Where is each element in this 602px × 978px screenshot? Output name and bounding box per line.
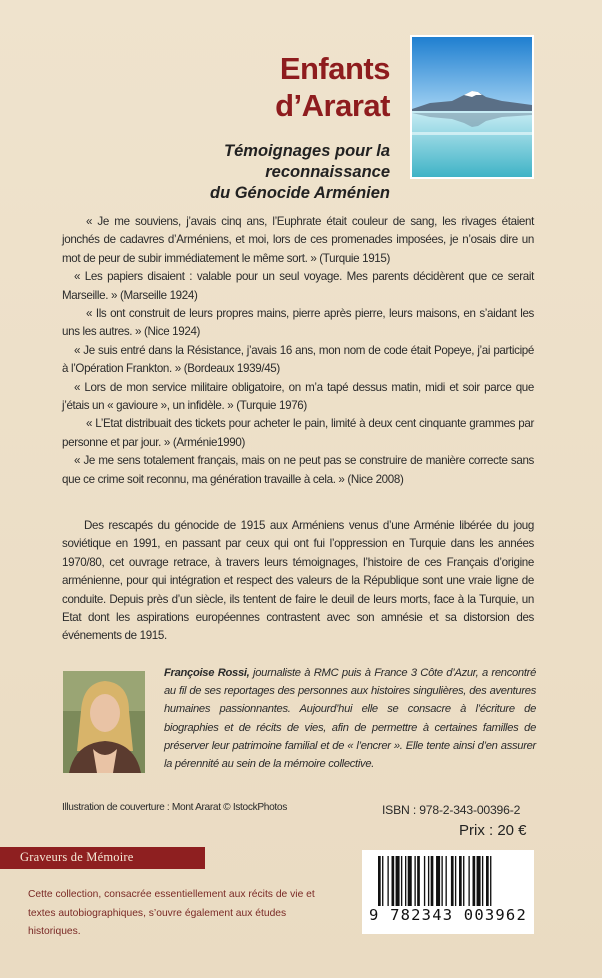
author-portrait (63, 671, 145, 773)
cover-illustration-credit: Illustration de couverture : Mont Ararat © IstockPhotos (62, 802, 287, 813)
quote-6: « L’Etat distribuait des tickets pour acheter le pain, limité à deux cent cinquante grammes par personne et par jour. » (Arménie1990) (62, 417, 534, 449)
barcode-bar (405, 856, 406, 906)
barcode-bar (378, 856, 381, 906)
quote-5: « Lors de mon service militaire obligatoire, on m’a tapé dessus matin, midi et soir parce que j’étais un « gavioure », un infidèle. » (Turquie 1976) (62, 380, 534, 413)
barcode-bar (446, 856, 447, 906)
testimony-quotes (62, 213, 534, 489)
book-subtitle-line1: Témoignages pour la reconnaissance (224, 142, 390, 181)
barcode-bar (455, 856, 456, 906)
author-bio-text: journaliste à RMC puis à France 3 Côte d’Azur, a rencontré au fil de ses reportages des personnes aux histoires singulières, des aventures humaines passionnantes. Aujourd’hui elle se consacre à l’écriture de biographies et de récits de vies, afin de permettre à certaines familles de préserver leur patrimoine familial et de « l’encrer ». Elle tente ainsi d’en assurer la pérennité au sein de la mémoire collective. (164, 667, 536, 771)
author-bio (164, 664, 536, 773)
barcode-bar (414, 856, 415, 906)
barcode-bar (408, 856, 412, 906)
barcode-bar (392, 856, 395, 906)
barcode-bar (382, 856, 383, 906)
barcode-bar (459, 856, 462, 906)
barcode-bar (436, 856, 440, 906)
barcode-bar (477, 856, 481, 906)
book-title-line2: d’Ararat (275, 88, 390, 123)
barcode-bar (431, 856, 434, 906)
book-title-line1: Enfants (279, 51, 390, 86)
barcode-bars (362, 850, 534, 910)
book-subtitle (100, 141, 390, 204)
isbn: ISBN : 978-2-343-00396-2 (382, 803, 521, 817)
barcode-bar (490, 856, 491, 906)
barcode-bar (451, 856, 454, 906)
quote-2: « Les papiers disaient : valable pour un seul voyage. Mes parents décidèrent que ce serait Marseille. » (Marseille 1924) (62, 270, 534, 302)
author-name: Françoise Rossi, (164, 667, 250, 679)
barcode-bar (428, 856, 429, 906)
quote-1: « Je me souviens, j’avais cinq ans, l’Euphrate était couleur de sang, les rivages étaient jonchés de cadavres d’Arméniens, et moi, lors de ces promenades imposées, je n’osais dire un mot de peur de subir immédiatement le même sort. » (Turquie 1915) (62, 215, 534, 265)
barcode-bar (396, 856, 400, 906)
book-title (200, 50, 390, 124)
quote-4: « Je suis entré dans la Résistance, j’avais 16 ans, mon nom de code était Popeye, j’ai participé à l’Opération Frankton. » (Bordeaux 1939/45) (62, 343, 534, 376)
barcode-bar (486, 856, 489, 906)
barcode-bar (482, 856, 483, 906)
collection-name: Graveurs de Mémoire (20, 850, 134, 864)
quote-3: « Ils ont construit de leurs propres mains, pierre après pierre, leurs maisons, en s’aidant les uns les autres. » (Nice 1924) (62, 307, 534, 339)
barcode-bar (401, 856, 402, 906)
barcode-bar (424, 856, 425, 906)
collection-description: Cette collection, consacrée essentiellement aux récits de vie et textes autobiographiques, s’ouvre également aux études historiques. (28, 889, 315, 937)
mount-ararat-photo (410, 35, 534, 179)
barcode-bar (468, 856, 469, 906)
barcode-digits: 9 782343 003962 (369, 906, 527, 924)
barcode-bar (417, 856, 420, 906)
mountain-lake-image (412, 37, 532, 177)
barcode-bar (387, 856, 388, 906)
price: Prix : 20 € (459, 822, 527, 839)
quote-7: « Je me sens totalement français, mais on ne peut pas se construire de manière correcte sans que ce crime soit reconnu, ma génération travaille à cela. » (Nice 2008) (62, 454, 534, 486)
barcode-bar (473, 856, 476, 906)
book-summary: Des rescapés du génocide de 1915 aux Arméniens venus d’une Arménie libérée du joug soviétique en 1991, en passant par ceux qui ont fui l’oppression en Turquie dans les années 1970/80, cet ouvrage retrace, à travers leurs témoignages, l’histoire de ces Français d’origine arménienne, pour qui intégration et respect des valeurs de la République sont une vraie ligne de conduite. Depuis près d’un siècle, ils tentent de faire le deuil de leurs morts, face à la Turquie, un Etat dont les aspirations européennes contrastent avec son amnésie et sa distorsion des événements de 1915. (62, 519, 534, 643)
barcode-bar (441, 856, 442, 906)
author-portrait-image (63, 671, 145, 773)
barcode-bar (463, 856, 464, 906)
book-subtitle-line2: du Génocide Arménien (209, 184, 390, 202)
